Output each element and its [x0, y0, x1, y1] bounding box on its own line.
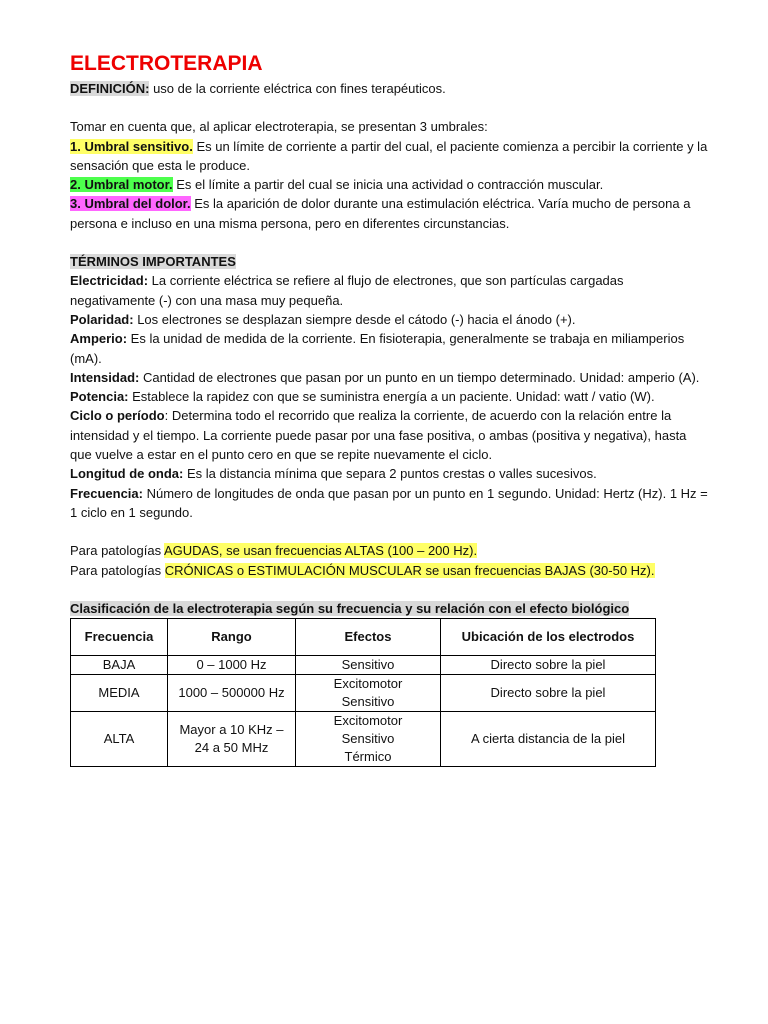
definition-paragraph — [70, 79, 710, 98]
threshold-sensitive — [70, 137, 710, 176]
terms-heading: TÉRMINOS IMPORTANTES — [70, 254, 236, 270]
term-ciclo — [70, 406, 710, 464]
term-label: Amperio: — [70, 331, 128, 347]
threshold-pain — [70, 194, 710, 233]
table-header-cell: Ubicación de los electrodos — [441, 619, 656, 656]
table-cell: 0 – 1000 Hz — [168, 656, 296, 675]
threshold-label: 3. Umbral del dolor. — [70, 196, 191, 212]
table-cell: Sensitivo — [296, 656, 441, 675]
term-amperio — [70, 329, 710, 368]
table-cell: Excitomotor Sensitivo Térmico — [296, 712, 441, 767]
term-intensidad — [70, 368, 710, 387]
definition-text: uso de la corriente eléctrica con fines terapéuticos. — [149, 81, 446, 96]
table-cell: Excitomotor Sensitivo — [296, 675, 441, 712]
term-frecuencia — [70, 484, 710, 523]
table-row — [71, 712, 656, 767]
pathology-highlight: CRÓNICAS o ESTIMULACIÓN MUSCULAR se usan frecuencias BAJAS (30-50 Hz). — [164, 562, 655, 578]
table-row — [71, 675, 656, 712]
term-text: Los electrones se desplazan siempre desde el cátodo (-) hacia el ánodo (+). — [133, 311, 576, 327]
document-content — [70, 50, 710, 767]
term-electricidad — [70, 271, 710, 310]
pathology-chronic: Para patologías CRÓNICAS o ESTIMULACIÓN MUSCULAR se usan frecuencias BAJAS (30-50 Hz). — [70, 562, 655, 578]
term-text: Establece la rapidez con que se suministra energía a un paciente. Unidad: watt / vatio (W). — [128, 389, 655, 405]
term-label: Polaridad: — [70, 311, 134, 327]
thresholds-intro: Tomar en cuenta que, al aplicar electroterapia, se presentan 3 umbrales: — [70, 119, 488, 135]
table-cell: 1000 – 500000 Hz — [168, 675, 296, 712]
pathology-highlight: AGUDAS, se usan frecuencias ALTAS (100 – 200 Hz). — [163, 543, 478, 559]
term-text: Es la unidad de medida de la corriente. En fisioterapia, generalmente se trabaja en miliamperios (mA). — [70, 331, 685, 366]
term-longitud-onda — [70, 464, 710, 483]
threshold-motor — [70, 175, 710, 194]
table-cell: MEDIA — [71, 675, 168, 712]
table-cell: A cierta distancia de la piel — [441, 712, 656, 767]
term-label: Potencia: — [70, 389, 129, 405]
term-text: La corriente eléctrica se refiere al flujo de electrones, que son partículas cargadas negativamente (-) con una masa muy pequeña. — [70, 273, 624, 308]
table-cell: ALTA — [71, 712, 168, 767]
table-header-cell: Rango — [168, 619, 296, 656]
table-caption: Clasificación de la electroterapia según su frecuencia y su relación con el efecto biológico — [70, 600, 630, 616]
threshold-text: Es el límite a partir del cual se inicia una actividad o contracción muscular. — [172, 177, 604, 193]
term-text: Número de longitudes de onda que pasan por un punto en 1 segundo. Unidad: Hertz (Hz). 1 Hz = 1 ciclo en 1 segundo. — [70, 485, 708, 520]
term-label: Ciclo o período — [70, 408, 165, 424]
term-text: Cantidad de electrones que pasan por un punto en un tiempo determinado. Unidad: amperio (A). — [139, 369, 700, 385]
term-text: : Determina todo el recorrido que realiza la corriente, de acuerdo con la relación entre la intensidad y el tiempo. La corriente puede pasar por una fase positiva, o ambas (positiva y negativa), hasta que vuelve a estar en el punto cero en que se repite nuevamente el ciclo. — [70, 408, 687, 463]
term-label: Frecuencia: — [70, 485, 143, 501]
threshold-text: Es un límite de corriente a partir del cual, el paciente comienza a percibir la corriente y la sensación que esta le produce. — [70, 138, 708, 173]
page-title: ELECTROTERAPIA — [70, 52, 263, 75]
table-row — [71, 656, 656, 675]
table-cell: Directo sobre la piel — [441, 656, 656, 675]
threshold-label: 1. Umbral sensitivo. — [70, 138, 193, 154]
table-header-cell: Efectos — [296, 619, 441, 656]
pathology-acute: Para patologías AGUDAS, se usan frecuencias ALTAS (100 – 200 Hz). — [70, 543, 478, 559]
term-label: Intensidad: — [70, 369, 140, 385]
term-potencia — [70, 387, 710, 406]
term-text: Es la distancia mínima que separa 2 puntos crestas o valles sucesivos. — [183, 466, 597, 482]
table-header-row — [71, 619, 656, 656]
table-header-cell: Frecuencia — [71, 619, 168, 656]
threshold-text: Es la aparición de dolor durante una estimulación eléctrica. Varía mucho de persona a persona e incluso en una misma persona, pero en diferentes circunstancias. — [70, 196, 691, 231]
threshold-label: 2. Umbral motor. — [70, 177, 173, 193]
table-cell: BAJA — [71, 656, 168, 675]
term-label: Longitud de onda: — [70, 466, 184, 482]
frequency-table — [70, 618, 656, 767]
term-label: Electricidad: — [70, 273, 149, 289]
table-cell: Directo sobre la piel — [441, 675, 656, 712]
definition-label: DEFINICIÓN: — [70, 81, 150, 96]
term-polaridad — [70, 310, 710, 329]
table-cell: Mayor a 10 KHz – 24 a 50 MHz — [168, 712, 296, 767]
